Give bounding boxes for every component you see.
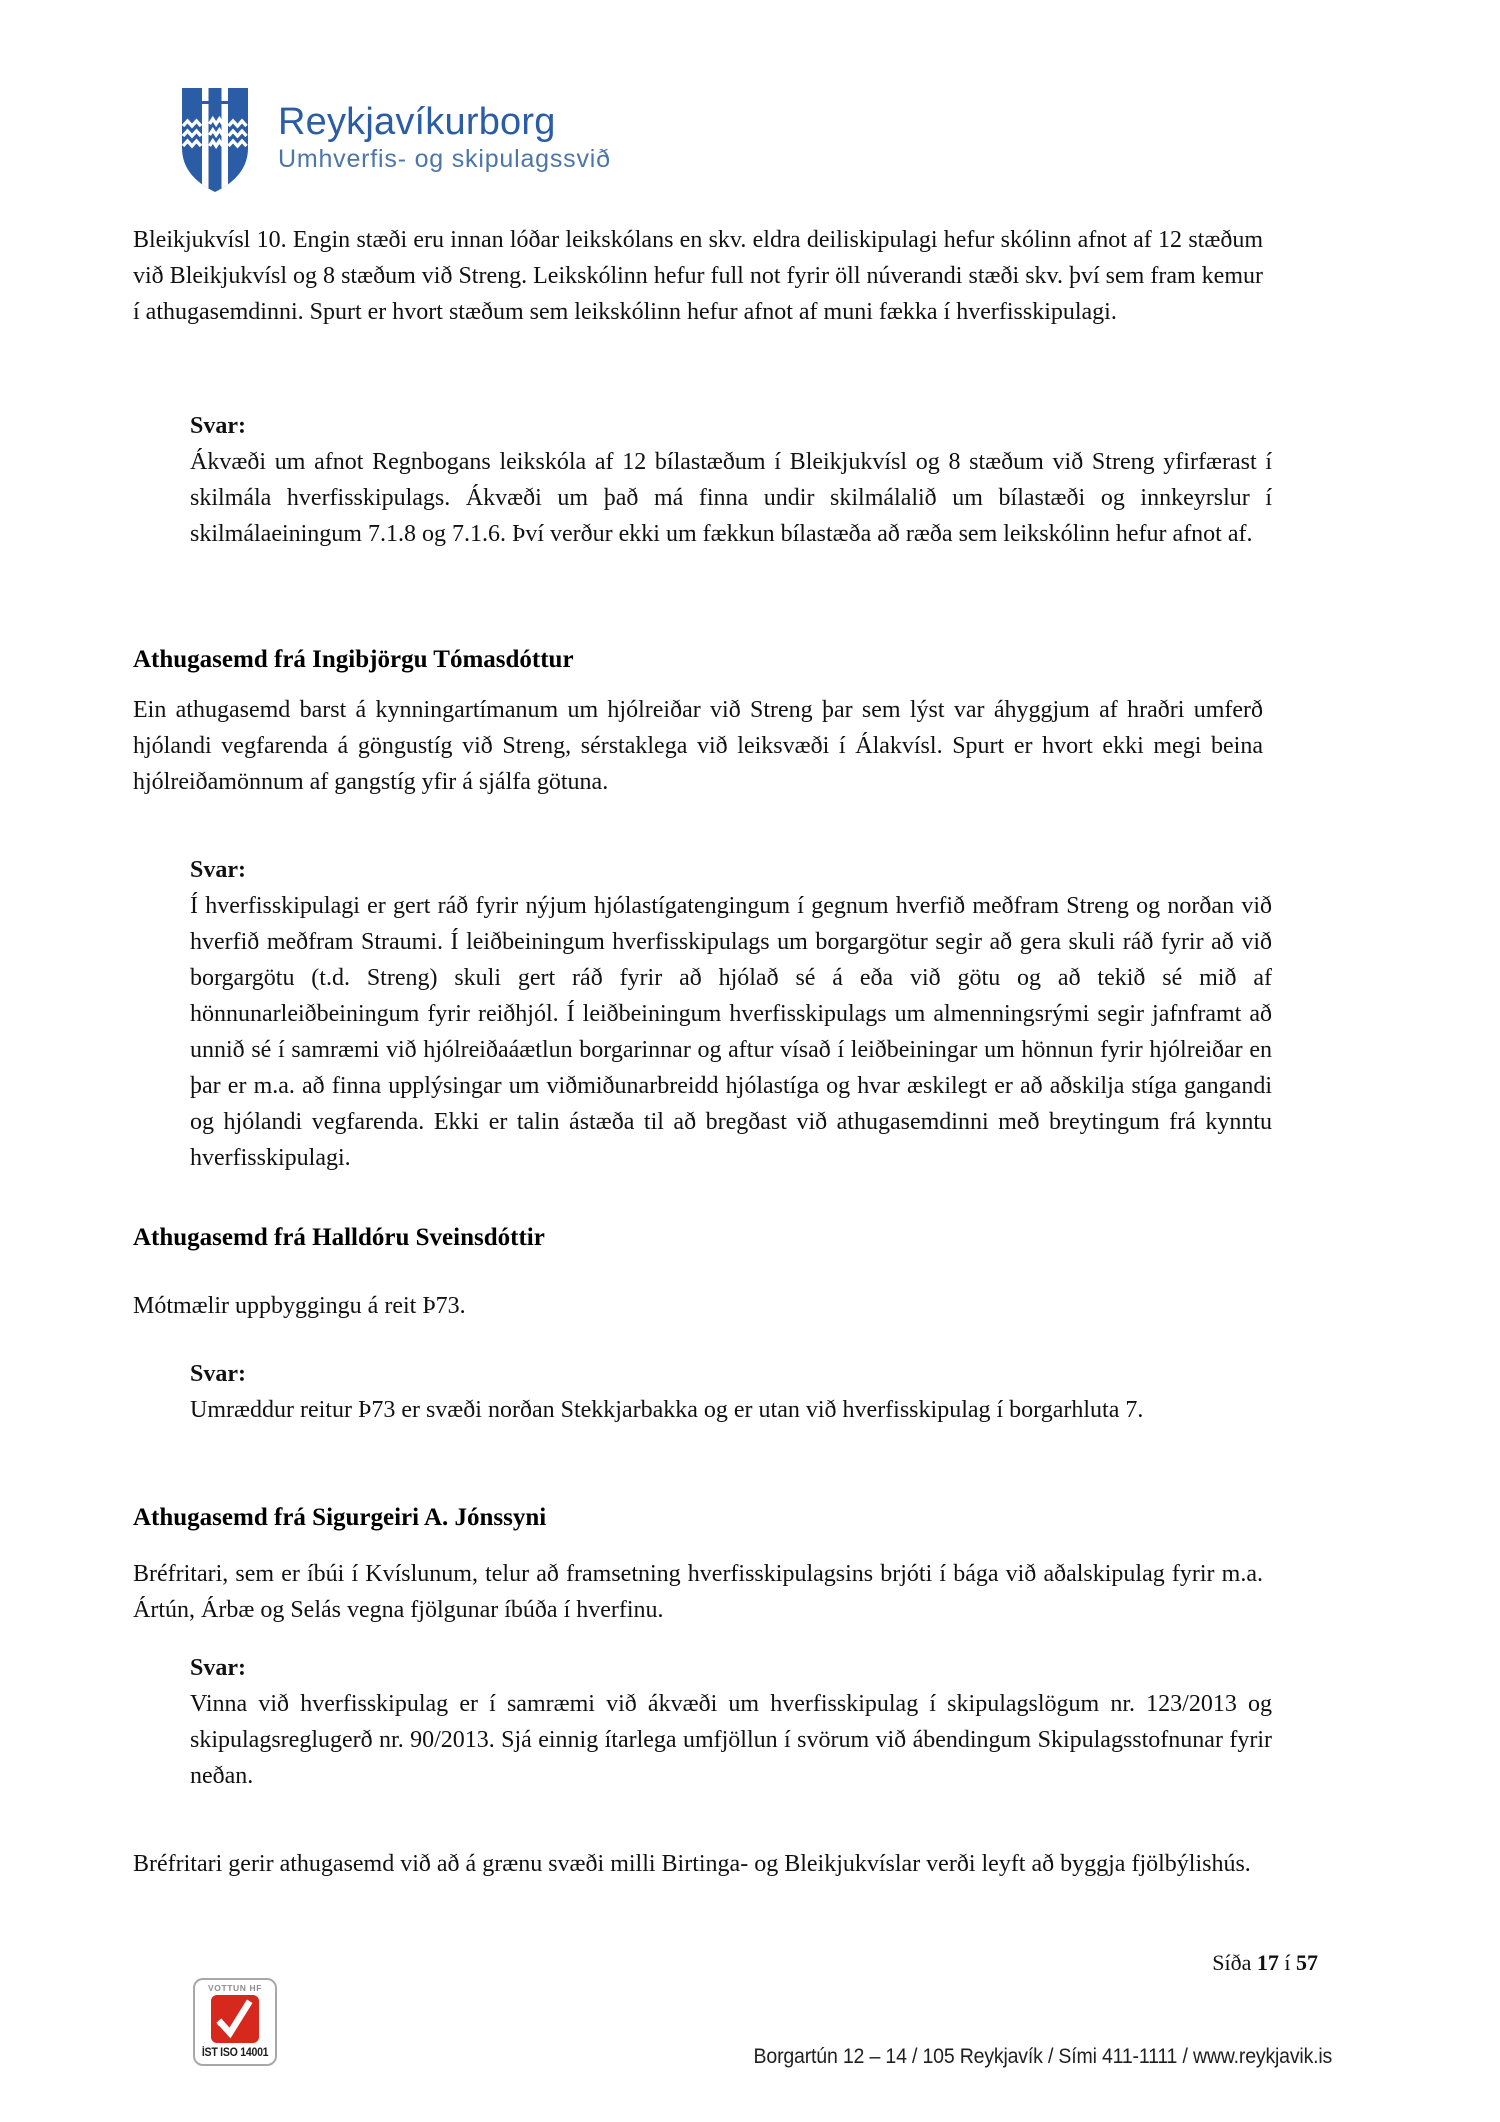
- page-separator: í: [1284, 1950, 1291, 1975]
- answer-block-1: [190, 408, 1272, 552]
- answer-label: Svar:: [190, 1655, 246, 1681]
- iso-standard-label: ÍST ISO 14001: [201, 2047, 269, 2059]
- answer-text: Vinna við hverfisskipulag er í samræmi við ákvæði um hverfisskipulag í skipulagslögum nr. 123/2013 og skipulagsreglugerð nr. 90/2013. Sjá einnig ítarlega umfjöllun í svörum við ábendingum Skipulagsstofnunar fyrir neðan.: [190, 1691, 1272, 1789]
- org-logo: [182, 88, 611, 192]
- footer-address: Borgartún 12 – 14 / 105 Reykjavík / Sími 411-1111 / www.reykjavik.is: [753, 2045, 1332, 2068]
- answer-text: Umræddur reitur Þ73 er svæði norðan Stekkjarbakka og er utan við hverfisskipulag í borgarhluta 7.: [190, 1397, 1144, 1423]
- iso-vottun-label: VOTTUN HF: [207, 1983, 263, 1993]
- answer-block-4: [190, 1650, 1272, 1794]
- answer-block-3: [190, 1356, 1272, 1428]
- paragraph-brefritari: Bréfritari, sem er íbúi í Kvíslunum, telur að framsetning hverfisskipulagsins brjóti í bága við aðalskipulag fyrir m.a. Ártún, Árbæ og Selás vegna fjölgunar íbúða í hverfinu.: [133, 1561, 1263, 1623]
- answer-text: Ákvæði um afnot Regnbogans leikskóla af 12 bílastæðum í Bleikjukvísl og 8 stæðum við Streng yfirfærast í skilmála hverfisskipulags. Ákvæði um það má finna undir skilmálalið um bílastæði og innkeyrslur í skilmálaeiningum 7.1.8 og 7.1.6. Því verður ekki um fækkun bílastæða að ræða sem leikskólinn hefur afnot af.: [190, 449, 1272, 547]
- section-heading-halldora: Athugasemd frá Halldóru Sveinsdóttir: [133, 1224, 545, 1251]
- answer-block-2: [190, 852, 1272, 1176]
- page-current: 17: [1256, 1950, 1279, 1975]
- iso-certification-badge: [193, 1978, 277, 2066]
- paragraph-motmaelir: Mótmælir uppbyggingu á reit Þ73.: [133, 1293, 466, 1319]
- section-heading-ingibjorg: Athugasemd frá Ingibjörgu Tómasdóttur: [133, 646, 574, 673]
- org-logo-text: [278, 88, 611, 192]
- paragraph-bleikjukvisl: Bleikjukvísl 10. Engin stæði eru innan lóðar leikskólans en skv. eldra deiliskipulagi hefur skólinn afnot af 12 stæðum við Bleikjukvísl og 8 stæðum við Streng. Leikskólinn hefur full not fyrir öll núverandi stæði skv. því sem fram kemur í athugasemdinni. Spurt er hvort stæðum sem leikskólinn hefur afnot af muni fækka í hverfisskipulagi.: [133, 227, 1263, 325]
- answer-label: Svar:: [190, 413, 246, 439]
- paragraph-hjolreidar: Ein athugasemd barst á kynningartímanum um hjólreiðar við Streng þar sem lýst var áhyggjum af hraðri umferð hjólandi vegfarenda á göngustíg við Streng, sérstaklega við leiksvæði í Álakvísl. Spurt er hvort ekki megi beina hjólreiðamönnum af gangstíg yfir á sjálfa götuna.: [133, 697, 1263, 795]
- page-indicator: [1212, 1948, 1318, 1978]
- page-total: 57: [1296, 1950, 1318, 1975]
- section-heading-sigurgeir: Athugasemd frá Sigurgeiri A. Jónssyni: [133, 1504, 547, 1531]
- answer-label: Svar:: [190, 1361, 246, 1387]
- answer-label: Svar:: [190, 857, 246, 883]
- org-name: Reykjavíkurborg: [278, 101, 556, 143]
- page-prefix: Síða: [1212, 1950, 1252, 1975]
- reykjavik-shield-icon: [182, 88, 248, 192]
- answer-text: Í hverfisskipulagi er gert ráð fyrir nýjum hjólastígatengingum í gegnum hverfið meðfram Streng og norðan við hverfið meðfram Straumi. Í leiðbeiningum hverfisskipulags um borgargötur segir að gera skuli ráð fyrir að við borgargötu (t.d. Streng) skuli gert ráð fyrir að hjólað sé á eða við götu og að tekið sé mið af hönnunarleiðbeiningum fyrir reiðhjól. Í leiðbeiningum hverfisskipulags um almenningsrými segir jafnframt að unnið sé í samræmi við hjólreiðaáætlun borgarinnar og aftur vísað í leiðbeiningar um hönnun fyrir hjólreiðar en þar er m.a. að finna upplýsingar um viðmiðunarbreidd hjólastíga og hvar æskilegt er að aðskilja stíga gangandi og hjólandi vegfarenda. Ekki er talin ástæða til að bregðast við athugasemdinni með breytingum frá kynntu hverfisskipulagi.: [190, 893, 1272, 1171]
- checkmark-icon: [211, 1995, 259, 2043]
- org-department: Umhverfis- og skipulagssvið: [278, 145, 611, 173]
- paragraph-graent-svaedi: Bréfritari gerir athugasemd við að á grænu svæði milli Birtinga- og Bleikjukvíslar verði leyft að byggja fjölbýlishús.: [133, 1851, 1251, 1877]
